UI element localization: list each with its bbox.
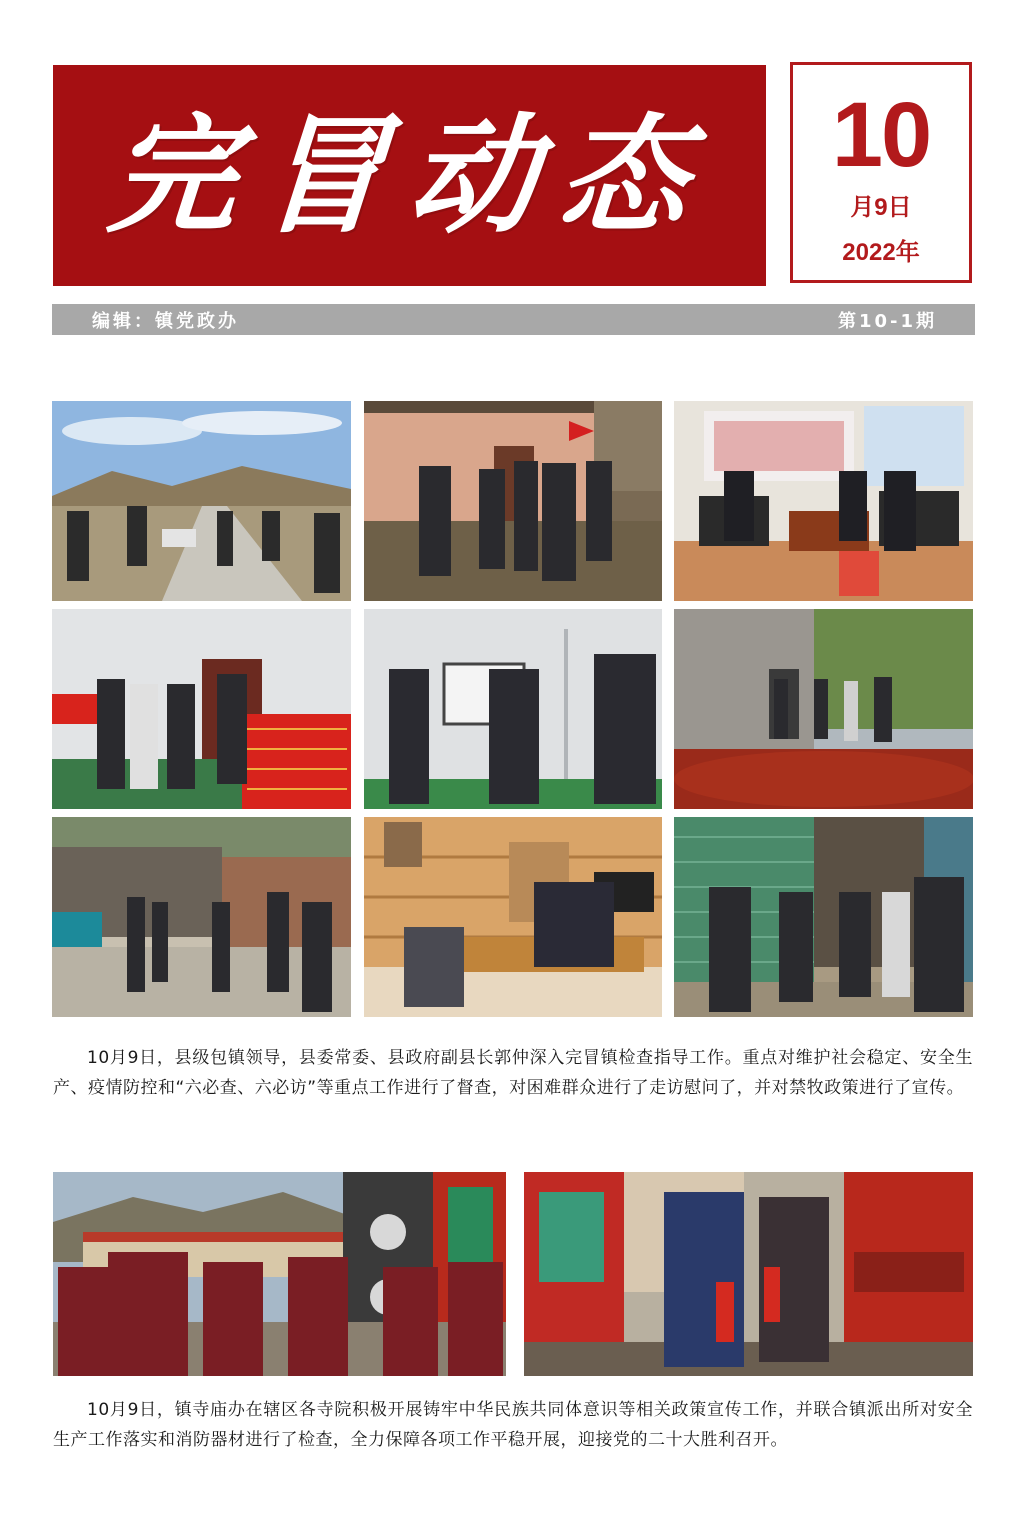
photo-road-inspection — [52, 401, 351, 601]
issue-year: 2022年 — [842, 239, 920, 266]
issue-number: 第10-1期 — [837, 310, 937, 332]
masthead-banner — [53, 65, 766, 286]
photo-fire-equipment-check — [524, 1172, 973, 1376]
issue-date-box — [790, 62, 972, 283]
photo-elderly-visit — [364, 817, 662, 1017]
photo-corridor — [364, 609, 662, 809]
issue-month: 月9日 — [850, 194, 912, 221]
section2-paragraph: 10月9日，镇寺庙办在辖区各寺院积极开展铸牢中华民族共同体意识等相关政策宣传工作，并联合镇派出所对安全生产工作落实和消防器材进行了检查，全力保障各项工作平稳开展，迎接党的二十大胜利召开。 — [53, 1400, 973, 1450]
photo-drying-peppers — [674, 609, 973, 809]
masthead-title: 完冒动态 — [104, 100, 715, 251]
editor-label: 编辑：镇党政办 — [92, 310, 239, 332]
photo-office-meeting — [674, 401, 973, 601]
photo-courtyard — [52, 817, 351, 1017]
section1-paragraph: 10月9日，县级包镇领导，县委常委、县政府副县长郭仲深入完冒镇检查指导工作。重点对维护社会稳定、安全生产、疫情防控和“六必查、六必访”等重点工作进行了督查，对困难群众进行了走访慰问了，并对禁牧政策进行了宣传。 — [53, 1048, 973, 1098]
photo-storage-room — [52, 609, 351, 809]
issue-day: 10 — [831, 84, 931, 186]
photo-warehouse — [674, 817, 973, 1017]
info-bar — [52, 304, 975, 335]
photo-house-visit — [364, 401, 662, 601]
photo-monastery-outreach — [53, 1172, 506, 1376]
